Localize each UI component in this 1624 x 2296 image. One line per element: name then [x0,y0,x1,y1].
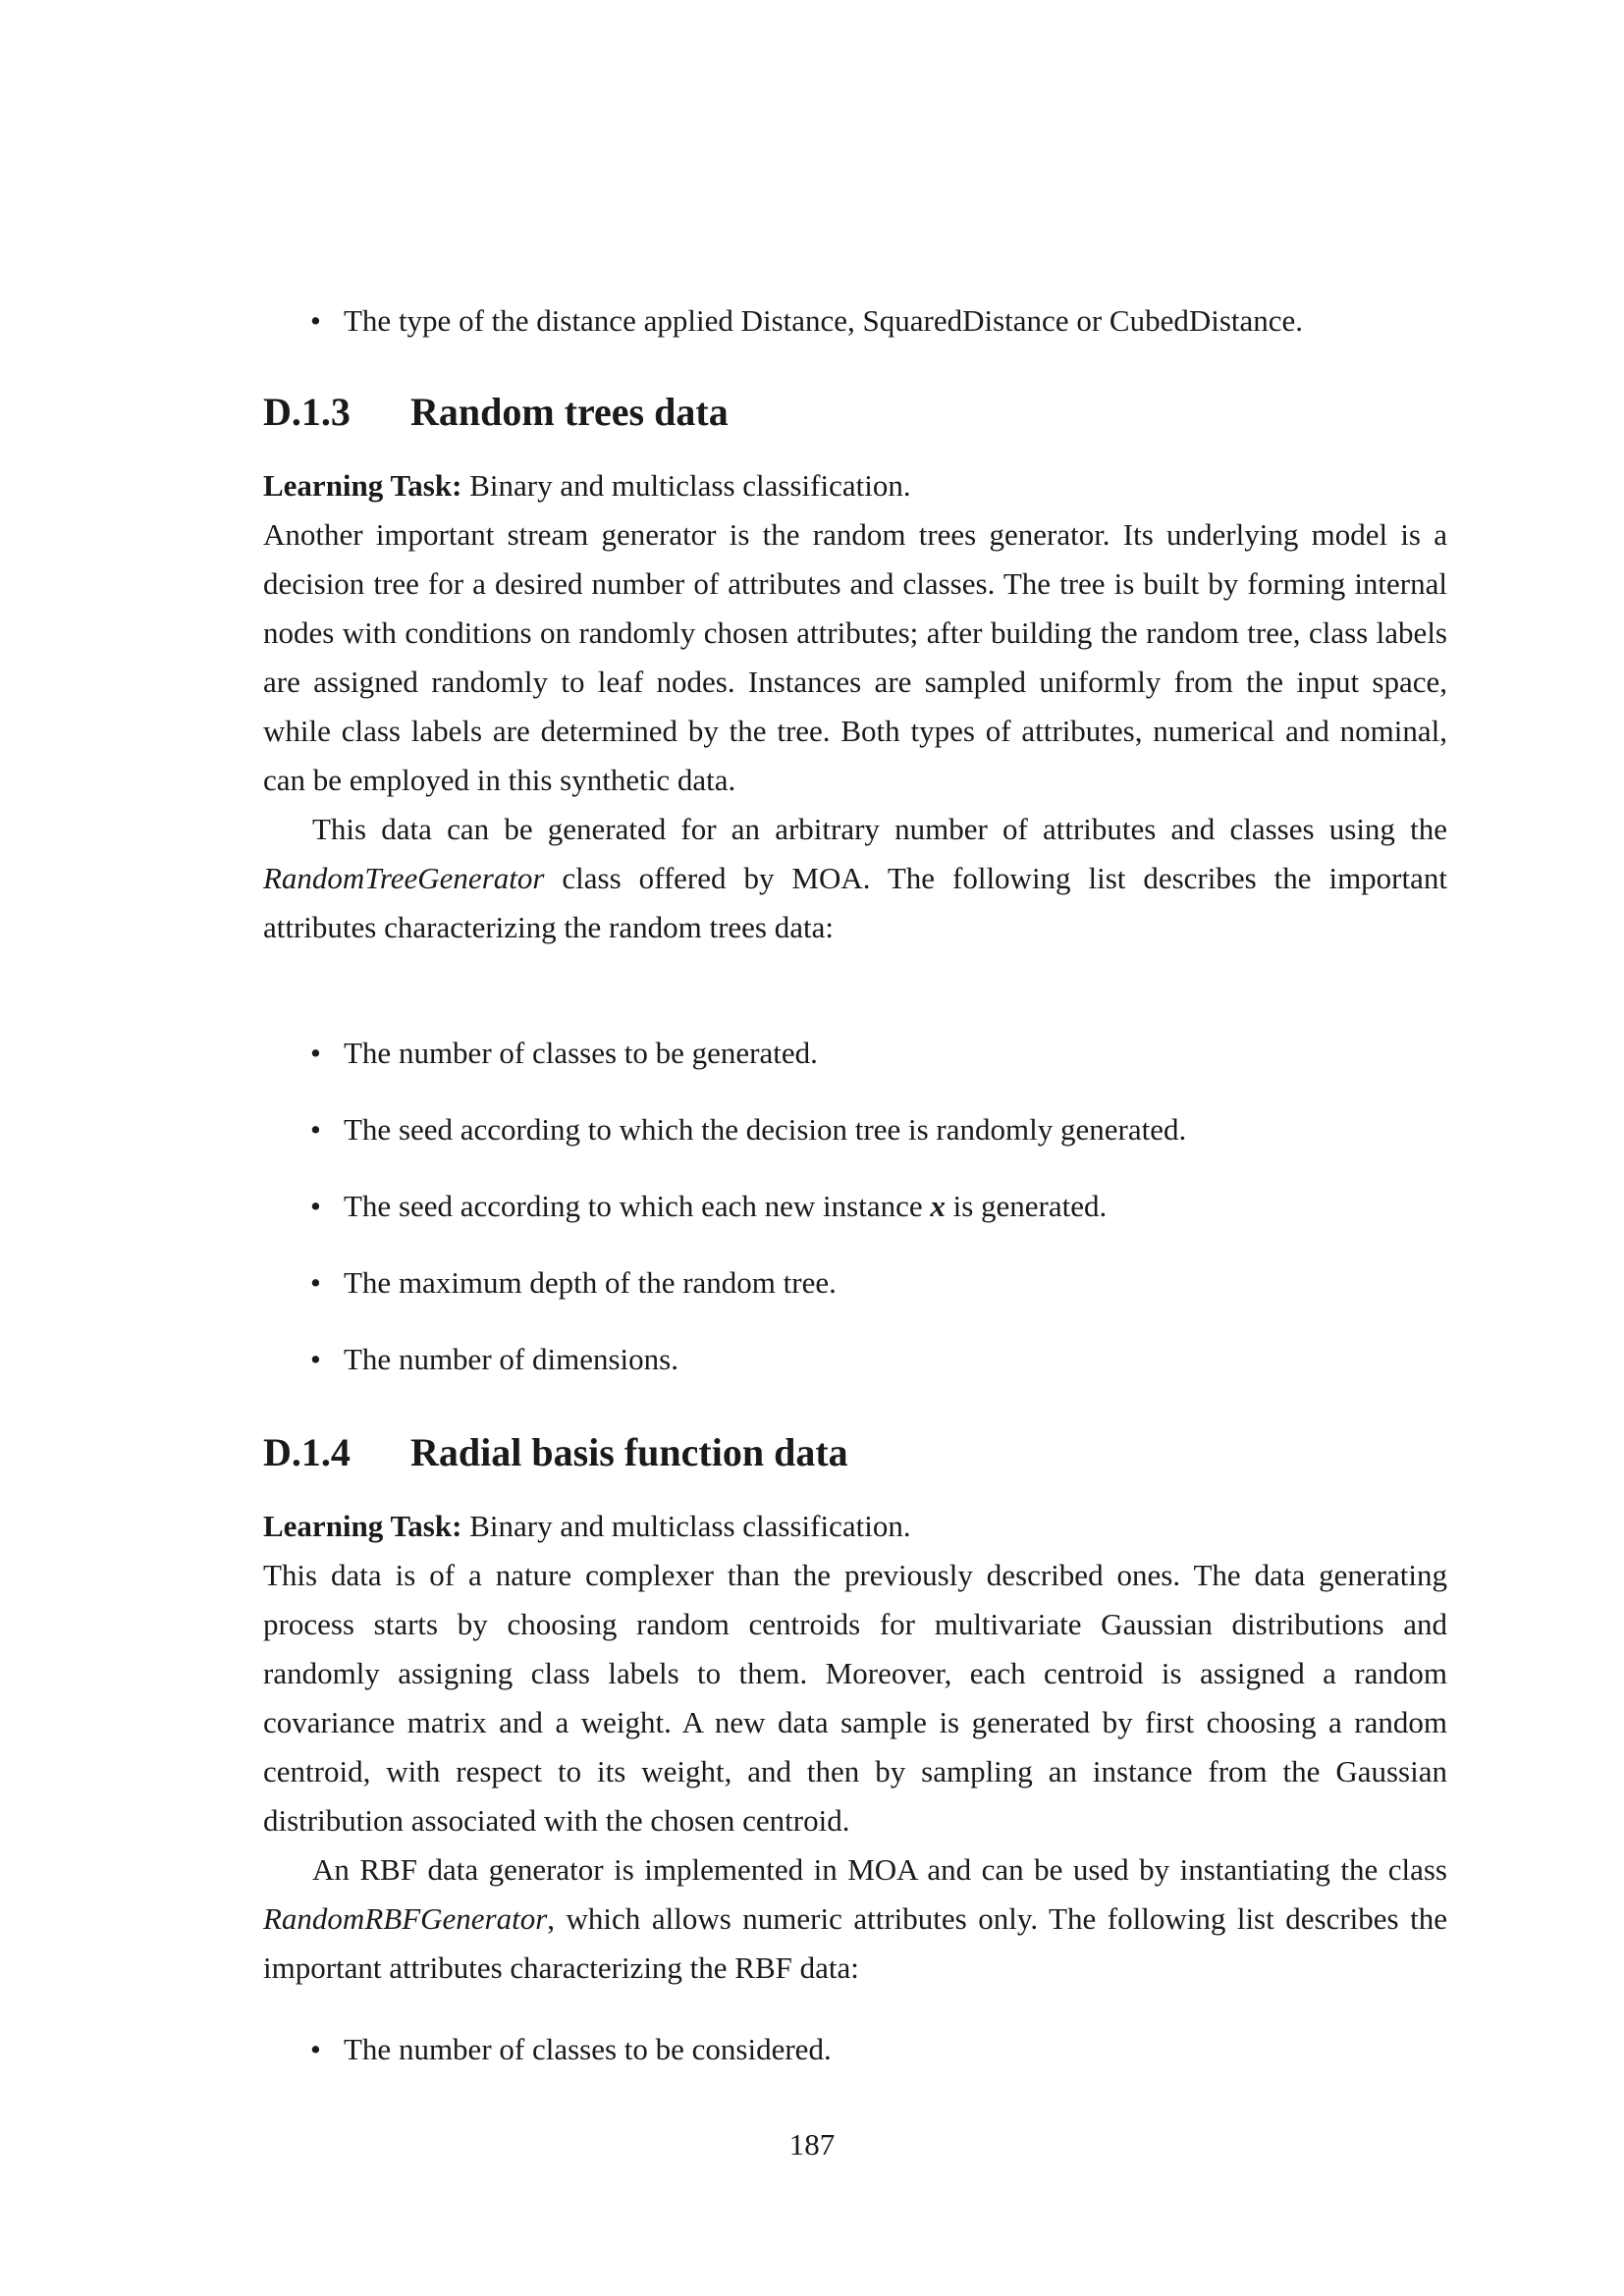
bullet-icon: • [310,1342,321,1376]
bullet-icon: • [310,303,321,338]
class-name: RandomTreeGenerator [263,861,545,895]
section-heading-d14 [263,1428,1447,1477]
page-number: 187 [788,2127,836,2162]
bullet-icon: • [310,1036,321,1070]
learning-task-text: Binary and multiclass classification. [461,1509,911,1543]
bullet-icon: • [310,1265,321,1300]
bullet-icon: • [310,1112,321,1147]
paragraph: An RBF data generator is implemented in MOA and can be used by instantiating the class RandomRBFGenerator, which allows numeric attributes only. The following list describes the important attributes characterizing the RBF data: [263,1852,1447,1985]
list-item-text: The type of the distance applied Distance, SquaredDistance or CubedDistance. [344,303,1304,338]
section-title: Radial basis function data [410,1430,848,1474]
d13-bullet-list [263,1029,1447,1412]
learning-task-line [263,461,1447,510]
list-item: • The number of classes to be generated. [263,1029,1447,1105]
paragraph: This data is of a nature complexer than the previously described ones. The data generating process starts by choosing random centroids for multivariate Gaussian distributions and randomly assigning class labels to them. Moreover, each centroid is assigned a random covariance matrix and a weight. A new data sample is generated by first choosing a random centroid, with respect to its weight, and then by sampling an instance from the Gaussian distribution associated with the chosen centroid. [263,1558,1447,1838]
section-number: D.1.3 [263,390,351,434]
section-title: Random trees data [410,390,729,434]
learning-task-label: Learning Task: [263,1509,462,1543]
list-item: • The maximum depth of the random tree. [263,1258,1447,1335]
paragraph: This data can be generated for an arbitrary number of attributes and classes using the RandomTreeGenerator class offered by MOA. The following list describes the important attributes characterizing the random trees data: [263,812,1447,944]
top-bullet-list [263,296,1447,373]
d14-bullet-list [263,2025,1447,2102]
list-item [263,296,1447,373]
list-item: • The seed according to which each new instance x is generated. [263,1182,1447,1258]
bullet-icon: • [310,1189,321,1223]
list-item: • The number of classes to be considered. [263,2025,1447,2102]
section-d14-body [263,1502,1447,1993]
section-d13-body [263,461,1447,952]
learning-task-line [263,1502,1447,1551]
learning-task-text: Binary and multiclass classification. [461,468,911,503]
list-item: • The seed according to which the decision tree is randomly generated. [263,1105,1447,1182]
list-item: • The number of dimensions. [263,1335,1447,1412]
class-name: RandomRBFGenerator [263,1901,548,1936]
page-body [263,0,1447,2296]
paragraph: Another important stream generator is the random trees generator. Its underlying model is a decision tree for a desired number of attributes and classes. The tree is built by forming internal nodes with conditions on randomly chosen attributes; after building the random tree, class labels are assigned randomly to leaf nodes. Instances are sampled uniformly from the input space, while class labels are determined by the tree. Both types of attributes, numerical and nominal, can be employed in this synthetic data. [263,517,1447,797]
math-variable: x [930,1189,946,1223]
section-heading-d13 [263,388,1447,437]
section-number: D.1.4 [263,1430,351,1474]
bullet-icon: • [310,2032,321,2066]
learning-task-label: Learning Task: [263,468,462,503]
